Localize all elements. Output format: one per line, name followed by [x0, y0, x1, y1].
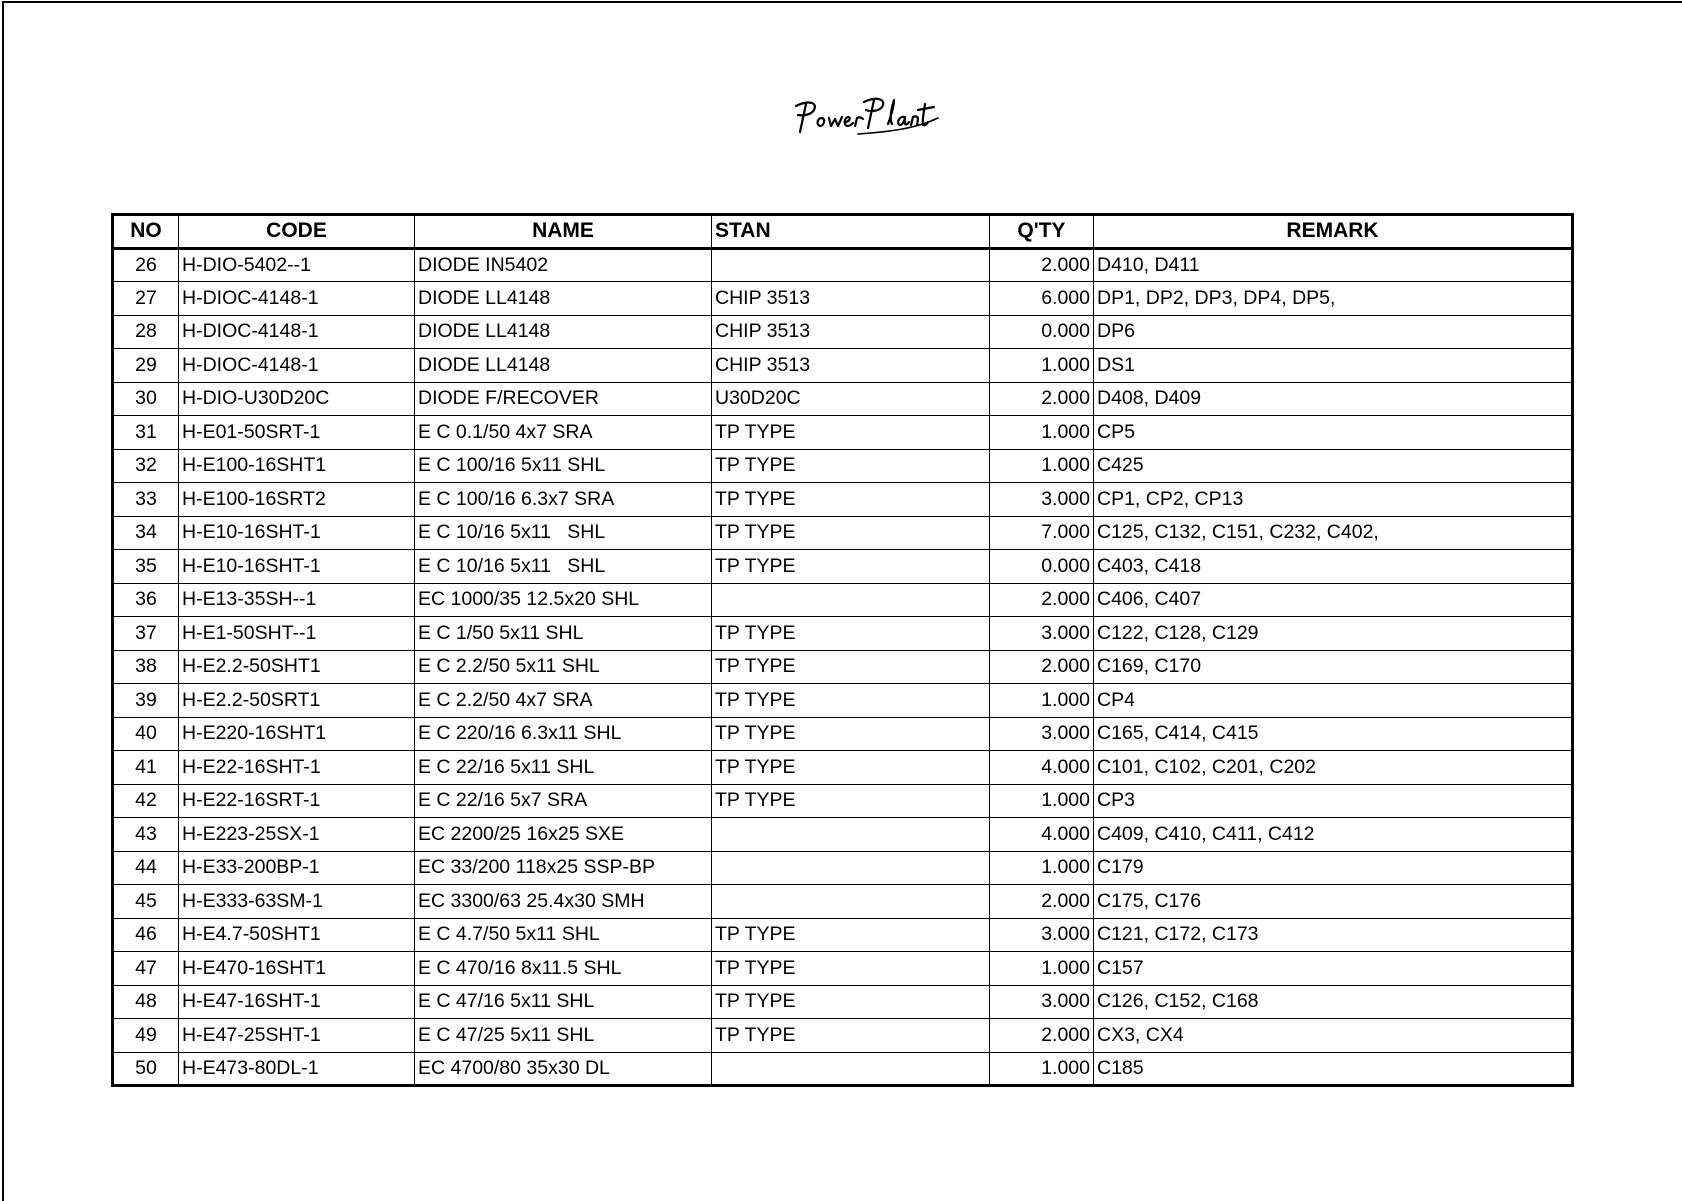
cell-qty: 2.000: [990, 382, 1094, 416]
header-name: NAME: [415, 215, 712, 249]
cell-stan: TP TYPE: [712, 952, 990, 986]
cell-code: H-E2.2-50SHT1: [179, 650, 415, 684]
cell-qty: 0.000: [990, 315, 1094, 349]
cell-remark: D410, D411: [1094, 248, 1573, 282]
cell-code: H-E22-16SHT-1: [179, 751, 415, 785]
cell-qty: 4.000: [990, 751, 1094, 785]
cell-name: E C 22/16 5x11 SHL: [415, 751, 712, 785]
cell-stan: TP TYPE: [712, 751, 990, 785]
cell-stan: CHIP 3513: [712, 349, 990, 383]
cell-qty: 1.000: [990, 952, 1094, 986]
cell-stan: TP TYPE: [712, 650, 990, 684]
cell-name: E C 47/16 5x11 SHL: [415, 985, 712, 1019]
cell-name: E C 220/16 6.3x11 SHL: [415, 717, 712, 751]
cell-name: E C 0.1/50 4x7 SRA: [415, 416, 712, 450]
cell-code: H-E220-16SHT1: [179, 717, 415, 751]
cell-name: E C 1/50 5x11 SHL: [415, 617, 712, 651]
cell-remark: C165, C414, C415: [1094, 717, 1573, 751]
cell-code: H-E100-16SHT1: [179, 449, 415, 483]
cell-remark: C126, C152, C168: [1094, 985, 1573, 1019]
cell-code: H-E33-200BP-1: [179, 851, 415, 885]
cell-code: H-E100-16SRT2: [179, 483, 415, 517]
table-row: [113, 449, 1573, 483]
cell-no: 50: [113, 1052, 179, 1086]
cell-remark: CP5: [1094, 416, 1573, 450]
cell-name: E C 10/16 5x11 SHL: [415, 516, 712, 550]
cell-no: 38: [113, 650, 179, 684]
cell-remark: C425: [1094, 449, 1573, 483]
cell-no: 44: [113, 851, 179, 885]
cell-qty: 2.000: [990, 885, 1094, 919]
table-row: [113, 617, 1573, 651]
cell-qty: 2.000: [990, 650, 1094, 684]
cell-code: H-E10-16SHT-1: [179, 516, 415, 550]
table-row: [113, 717, 1573, 751]
cell-stan: TP TYPE: [712, 483, 990, 517]
cell-code: H-DIOC-4148-1: [179, 315, 415, 349]
powerplant-signature-logo: [788, 88, 958, 138]
cell-remark: C122, C128, C129: [1094, 617, 1573, 651]
table-row: [113, 818, 1573, 852]
cell-name: E C 47/25 5x11 SHL: [415, 1019, 712, 1053]
cell-remark: CP1, CP2, CP13: [1094, 483, 1573, 517]
cell-name: E C 2.2/50 5x11 SHL: [415, 650, 712, 684]
cell-no: 35: [113, 550, 179, 584]
cell-name: DIODE IN5402: [415, 248, 712, 282]
cell-stan: TP TYPE: [712, 1019, 990, 1053]
table-row: [113, 784, 1573, 818]
cell-code: H-E1-50SHT--1: [179, 617, 415, 651]
cell-no: 33: [113, 483, 179, 517]
cell-qty: 2.000: [990, 248, 1094, 282]
cell-name: EC 33/200 118x25 SSP-BP: [415, 851, 712, 885]
cell-stan: TP TYPE: [712, 416, 990, 450]
table-row: [113, 1052, 1573, 1086]
cell-qty: 0.000: [990, 550, 1094, 584]
cell-stan: [712, 851, 990, 885]
table-header-row: [113, 215, 1573, 249]
cell-stan: TP TYPE: [712, 684, 990, 718]
cell-qty: 1.000: [990, 349, 1094, 383]
cell-no: 28: [113, 315, 179, 349]
cell-code: H-E473-80DL-1: [179, 1052, 415, 1086]
table-row: [113, 248, 1573, 282]
cell-code: H-DIO-U30D20C: [179, 382, 415, 416]
cell-name: EC 2200/25 16x25 SXE: [415, 818, 712, 852]
cell-no: 36: [113, 583, 179, 617]
cell-stan: [712, 1052, 990, 1086]
cell-stan: TP TYPE: [712, 985, 990, 1019]
cell-qty: 3.000: [990, 985, 1094, 1019]
cell-no: 45: [113, 885, 179, 919]
cell-remark: C157: [1094, 952, 1573, 986]
cell-no: 27: [113, 282, 179, 316]
cell-remark: C185: [1094, 1052, 1573, 1086]
table-row: [113, 349, 1573, 383]
cell-no: 49: [113, 1019, 179, 1053]
cell-stan: [712, 818, 990, 852]
cell-code: H-E223-25SX-1: [179, 818, 415, 852]
cell-remark: C125, C132, C151, C232, C402,: [1094, 516, 1573, 550]
cell-code: H-E13-35SH--1: [179, 583, 415, 617]
cell-remark: DP6: [1094, 315, 1573, 349]
cell-stan: TP TYPE: [712, 449, 990, 483]
cell-qty: 1.000: [990, 784, 1094, 818]
cell-name: E C 470/16 8x11.5 SHL: [415, 952, 712, 986]
cell-qty: 3.000: [990, 617, 1094, 651]
cell-code: H-DIOC-4148-1: [179, 349, 415, 383]
cell-remark: C409, C410, C411, C412: [1094, 818, 1573, 852]
cell-qty: 3.000: [990, 717, 1094, 751]
cell-no: 34: [113, 516, 179, 550]
header-stan: STAN: [712, 215, 990, 249]
cell-stan: U30D20C: [712, 382, 990, 416]
table-row: [113, 382, 1573, 416]
header-qty: Q'TY: [990, 215, 1094, 249]
cell-qty: 6.000: [990, 282, 1094, 316]
cell-name: E C 100/16 5x11 SHL: [415, 449, 712, 483]
table-row: [113, 952, 1573, 986]
table-row: [113, 315, 1573, 349]
header-no: NO: [113, 215, 179, 249]
cell-code: H-E47-25SHT-1: [179, 1019, 415, 1053]
cell-code: H-E2.2-50SRT1: [179, 684, 415, 718]
cell-stan: [712, 248, 990, 282]
cell-name: EC 1000/35 12.5x20 SHL: [415, 583, 712, 617]
table-row: [113, 751, 1573, 785]
cell-remark: C169, C170: [1094, 650, 1573, 684]
cell-code: H-DIO-5402--1: [179, 248, 415, 282]
table-row: [113, 1019, 1573, 1053]
cell-name: E C 4.7/50 5x11 SHL: [415, 918, 712, 952]
cell-qty: 1.000: [990, 684, 1094, 718]
header-remark: REMARK: [1094, 215, 1573, 249]
cell-name: DIODE LL4148: [415, 315, 712, 349]
cell-remark: D408, D409: [1094, 382, 1573, 416]
cell-code: H-E10-16SHT-1: [179, 550, 415, 584]
cell-qty: 1.000: [990, 449, 1094, 483]
cell-stan: TP TYPE: [712, 617, 990, 651]
cell-qty: 3.000: [990, 483, 1094, 517]
cell-stan: CHIP 3513: [712, 315, 990, 349]
cell-no: 42: [113, 784, 179, 818]
table-row: [113, 550, 1573, 584]
cell-qty: 1.000: [990, 416, 1094, 450]
cell-no: 43: [113, 818, 179, 852]
cell-no: 31: [113, 416, 179, 450]
header-code: CODE: [179, 215, 415, 249]
cell-no: 29: [113, 349, 179, 383]
cell-name: E C 22/16 5x7 SRA: [415, 784, 712, 818]
cell-qty: 7.000: [990, 516, 1094, 550]
cell-qty: 1.000: [990, 851, 1094, 885]
cell-name: E C 100/16 6.3x7 SRA: [415, 483, 712, 517]
cell-name: DIODE LL4148: [415, 349, 712, 383]
cell-no: 39: [113, 684, 179, 718]
cell-remark: C179: [1094, 851, 1573, 885]
cell-stan: TP TYPE: [712, 717, 990, 751]
cell-stan: TP TYPE: [712, 550, 990, 584]
cell-code: H-E22-16SRT-1: [179, 784, 415, 818]
cell-qty: 2.000: [990, 583, 1094, 617]
cell-stan: [712, 885, 990, 919]
cell-no: 40: [113, 717, 179, 751]
cell-remark: C403, C418: [1094, 550, 1573, 584]
cell-code: H-E470-16SHT1: [179, 952, 415, 986]
cell-name: EC 4700/80 35x30 DL: [415, 1052, 712, 1086]
cell-remark: C121, C172, C173: [1094, 918, 1573, 952]
cell-remark: CX3, CX4: [1094, 1019, 1573, 1053]
table-body: [113, 248, 1573, 1086]
table-row: [113, 416, 1573, 450]
cell-remark: C406, C407: [1094, 583, 1573, 617]
cell-qty: 3.000: [990, 918, 1094, 952]
cell-no: 32: [113, 449, 179, 483]
cell-remark: C101, C102, C201, C202: [1094, 751, 1573, 785]
bom-table: [111, 213, 1574, 1087]
cell-qty: 4.000: [990, 818, 1094, 852]
table-row: [113, 918, 1573, 952]
cell-stan: CHIP 3513: [712, 282, 990, 316]
cell-no: 26: [113, 248, 179, 282]
table-row: [113, 851, 1573, 885]
cell-remark: C175, C176: [1094, 885, 1573, 919]
cell-no: 46: [113, 918, 179, 952]
cell-no: 30: [113, 382, 179, 416]
table-row: [113, 516, 1573, 550]
cell-code: H-E333-63SM-1: [179, 885, 415, 919]
table-row: [113, 483, 1573, 517]
cell-name: E C 10/16 5x11 SHL: [415, 550, 712, 584]
cell-no: 47: [113, 952, 179, 986]
cell-name: E C 2.2/50 4x7 SRA: [415, 684, 712, 718]
cell-remark: CP3: [1094, 784, 1573, 818]
table-row: [113, 650, 1573, 684]
cell-qty: 2.000: [990, 1019, 1094, 1053]
cell-name: DIODE LL4148: [415, 282, 712, 316]
cell-remark: CP4: [1094, 684, 1573, 718]
cell-code: H-E47-16SHT-1: [179, 985, 415, 1019]
cell-remark: DS1: [1094, 349, 1573, 383]
cell-remark: DP1, DP2, DP3, DP4, DP5,: [1094, 282, 1573, 316]
cell-stan: TP TYPE: [712, 918, 990, 952]
table-row: [113, 684, 1573, 718]
table-row: [113, 282, 1573, 316]
cell-name: DIODE F/RECOVER: [415, 382, 712, 416]
cell-stan: TP TYPE: [712, 784, 990, 818]
table-row: [113, 985, 1573, 1019]
cell-code: H-DIOC-4148-1: [179, 282, 415, 316]
cell-code: H-E4.7-50SHT1: [179, 918, 415, 952]
cell-no: 41: [113, 751, 179, 785]
cell-qty: 1.000: [990, 1052, 1094, 1086]
table-row: [113, 583, 1573, 617]
cell-code: H-E01-50SRT-1: [179, 416, 415, 450]
cell-name: EC 3300/63 25.4x30 SMH: [415, 885, 712, 919]
cell-stan: TP TYPE: [712, 516, 990, 550]
cell-no: 37: [113, 617, 179, 651]
cell-stan: [712, 583, 990, 617]
cell-no: 48: [113, 985, 179, 1019]
table-row: [113, 885, 1573, 919]
